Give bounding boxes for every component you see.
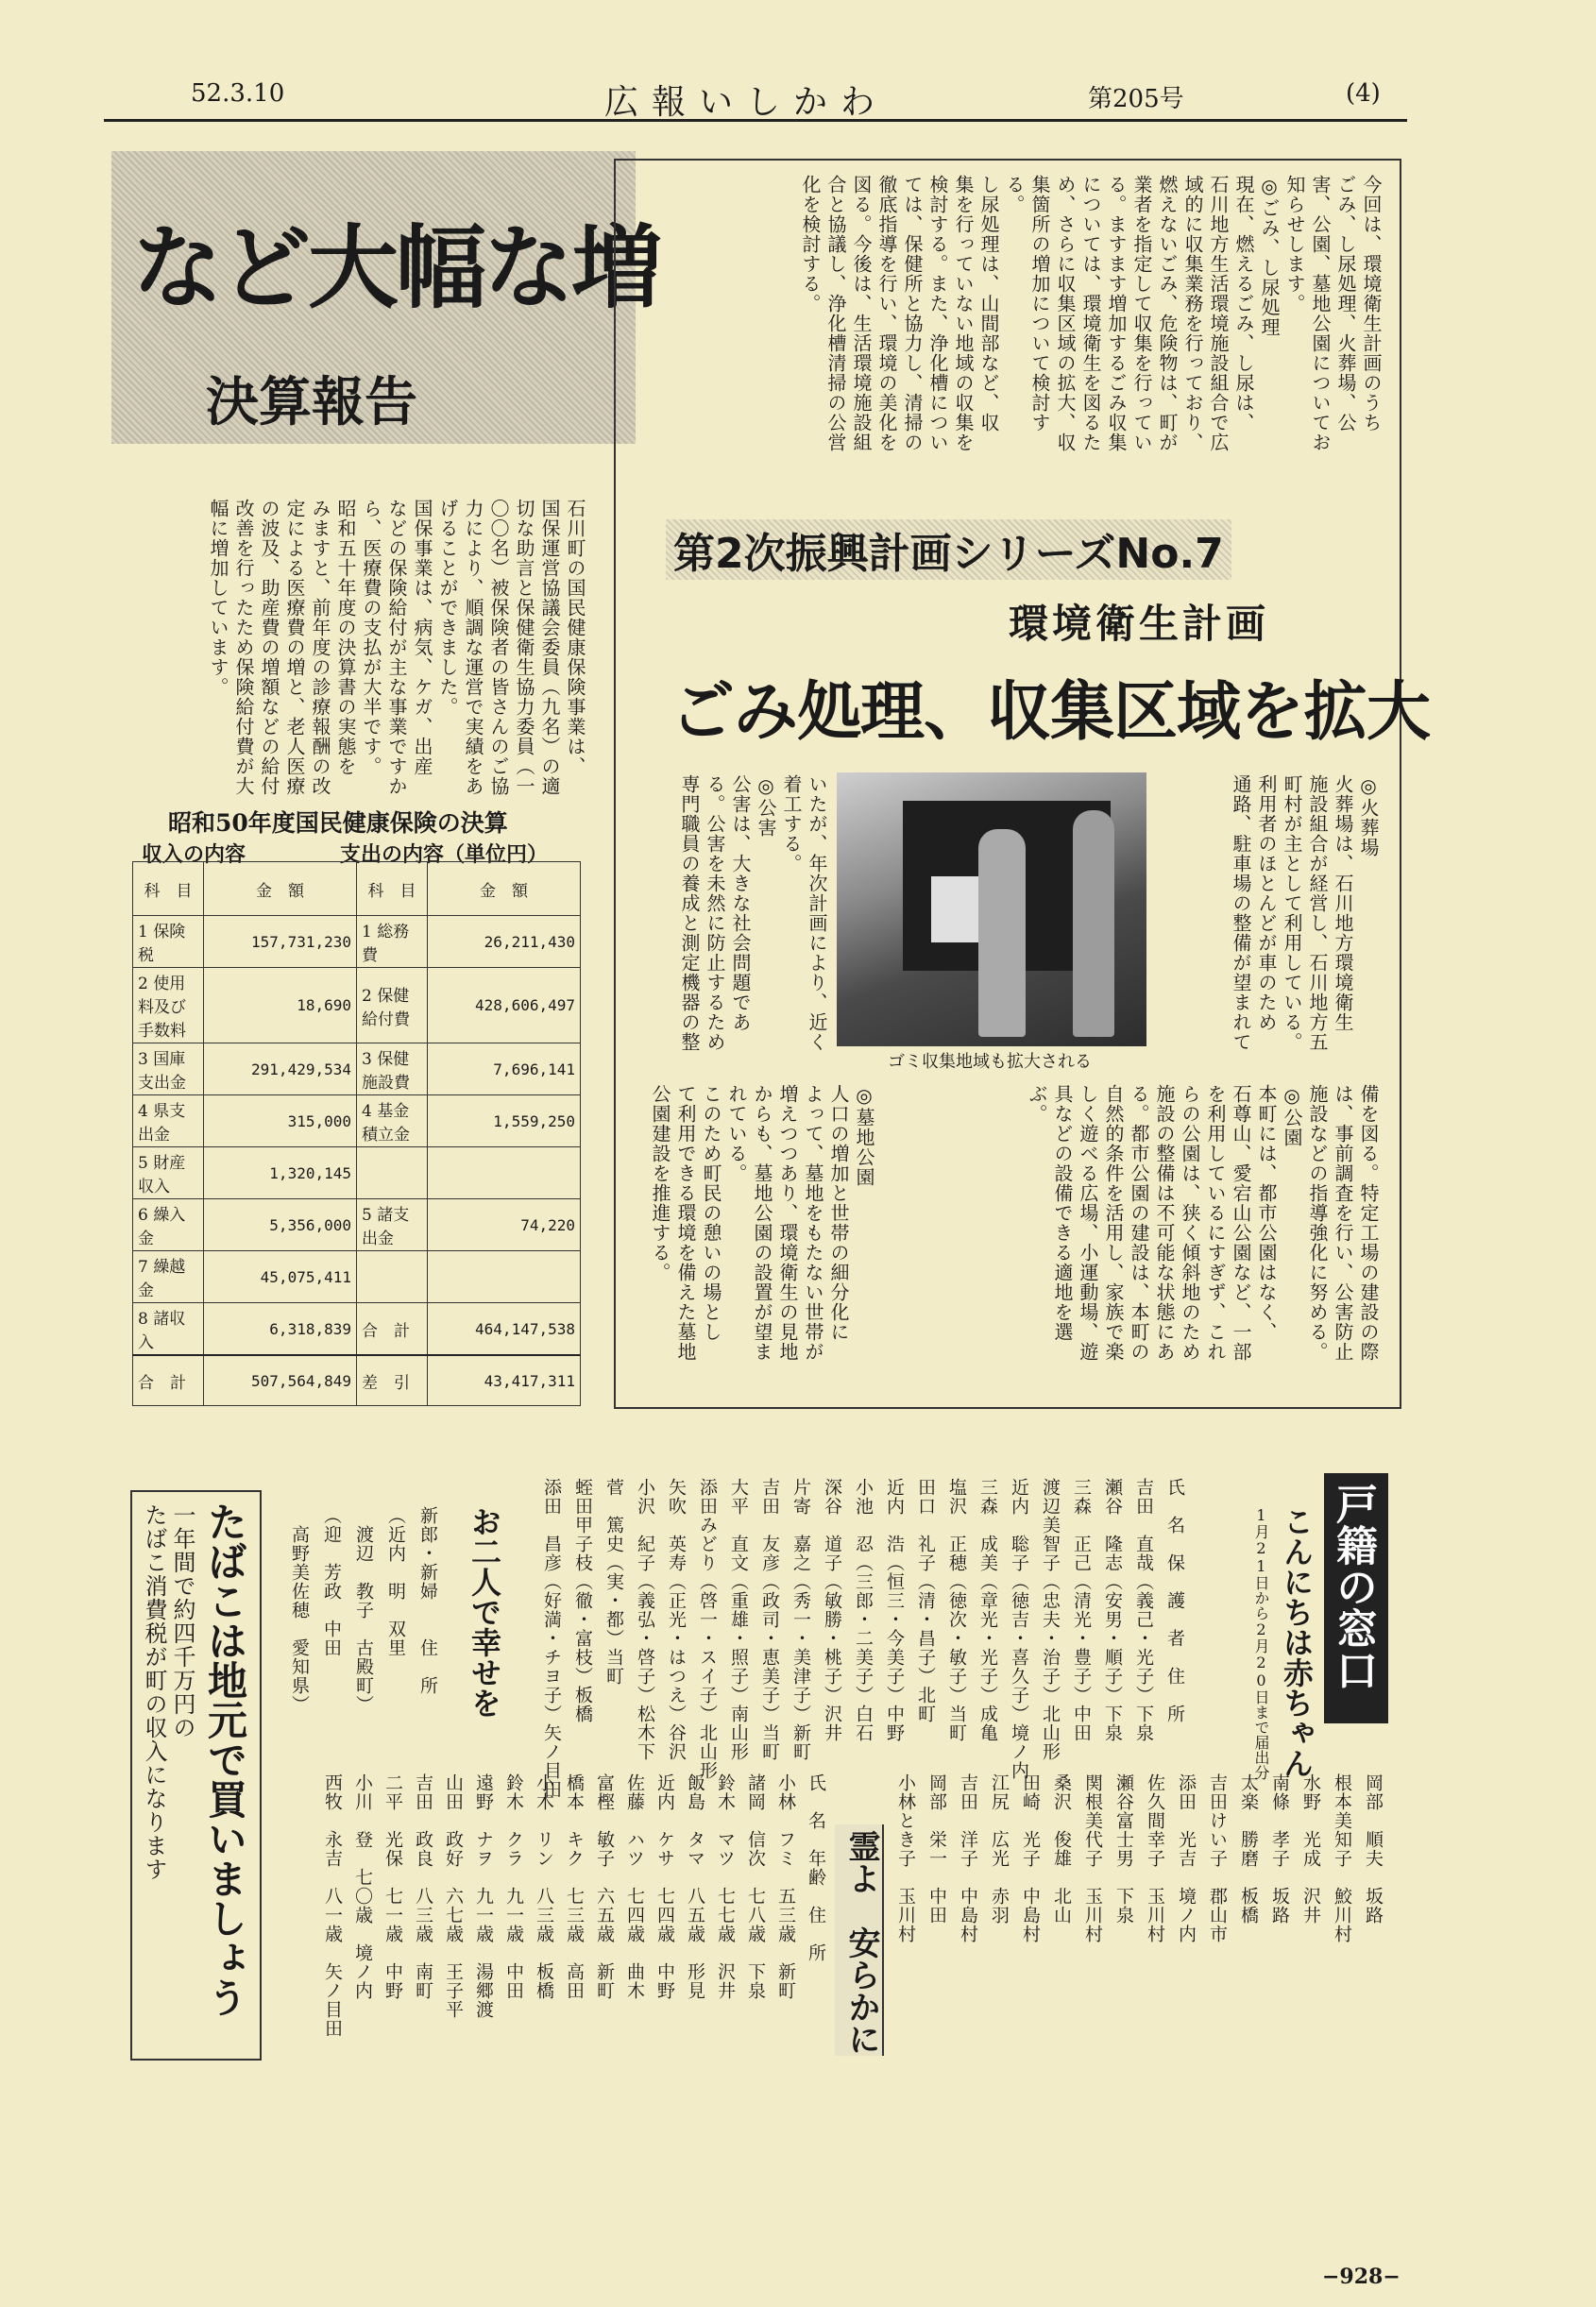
list-item: 鈴木 クラ 九一歳 中田 bbox=[503, 1773, 524, 2000]
deaths-title: 霊よ 安らかに bbox=[842, 1830, 880, 2055]
crematorium-text: ◎火葬場 火葬場は、石川地方環境衛生 施設組合が経営し、石川地方五 町村が主として利用している。 利用者のほとんどが車のため 通路、駐車場の整備が望まれて bbox=[1230, 774, 1380, 1052]
list-item: 高野美佐穂 愛知県） bbox=[289, 1506, 310, 1714]
marriage-title: お二人で幸せを bbox=[467, 1506, 502, 1718]
list-item: 吉田 洋子 中島村 bbox=[958, 1773, 978, 1943]
list-item: 添田みどり（啓一・スイ子）北山形 bbox=[697, 1478, 718, 1780]
list-item: 蛭田甲子枝（徹・富枝）板橋 bbox=[572, 1478, 593, 1723]
table-row: 7 繰越金 45,075,411 bbox=[133, 1251, 581, 1303]
env-intro: 今回は、環境衛生計画のうち ごみ、し尿処理、火葬場、公 害、公園、墓地公園についてお 知らせします。 ◎ごみ、し尿処理 現在、燃えるごみ、し尿は、 石川地方生活環境施設組合で広 域的に収集業務を行っており、 燃えないごみ、危険物は、町が 業者を指定して収集を行ってい る。ますます増加するごみ収集 については、環境衛生を図るた め、さらに収集区域の拡大、収 集箇所の増加について検討す る。 し尿処理は、山間部など、収 集を行っていない地域の収集を 検討する。また、浄化槽につい ては、保健所と協力し、清掃の 徹底指導を行い、環境の美化を 図る。今後は、生活環境施設組 合と協議し、浄化槽清掃の公営 化を検討する。 bbox=[799, 175, 1383, 452]
list-item: 三森 成美（章光・光子）成亀 bbox=[977, 1478, 998, 1742]
budget-body: 石川町の国民健康保険事業は、 国保運営協議会委員（九名）の適 切な助言と保健衛生協力委員（一 〇〇名）被保険者の皆さんのご協 力により、順調な運営で実績をあ げることができました。 国保事業は、病気、ケガ、出産 などの保険給付が主な事業ですか ら、医療費の支払が大半です。 昭和五十年度の決算書の実態を みますと、前年度の診療報酬の改 定による医療費の増と、老人医療 の波及、助産費の増額などの給付 改善を行ったため保険給付費が大 幅に増加しています。 bbox=[207, 499, 586, 796]
list-item: 瀬谷 隆志（安男・順子）下泉 bbox=[1102, 1478, 1123, 1742]
list-item: 橋本 キク 七三歳 高田 bbox=[564, 1773, 585, 2000]
deaths-list-b bbox=[888, 1773, 1388, 2078]
list-item: 佐藤 ハツ 七四歳 曲木 bbox=[624, 1773, 645, 2000]
table-row: 2 使用料及び手数料 18,690 2 保健給付費 428,606,497 bbox=[133, 968, 581, 1043]
list-item: 田口 礼子（清・昌子）北町 bbox=[915, 1478, 936, 1723]
list-item: 片寄 嘉之（秀一・美津子）新町 bbox=[790, 1478, 811, 1761]
list-item: 近内 ケサ 七四歳 中野 bbox=[654, 1773, 675, 2000]
list-item: 瀬谷富士男 下泉 bbox=[1113, 1773, 1134, 1925]
env-subtitle: 環境衛生計画 bbox=[1009, 601, 1270, 647]
table-row: 3 国庫支出金 291,429,534 3 保健施設費 7,696,141 bbox=[133, 1043, 581, 1095]
list-item: 諸岡 信次 七八歳 下泉 bbox=[745, 1773, 766, 2000]
paper-title: 広報いしかわ bbox=[604, 83, 889, 122]
list-item: 矢吹 英寿（正光・はつえ）谷沢 bbox=[666, 1478, 687, 1761]
table-row: 5 財産収入 1,320,145 bbox=[133, 1147, 581, 1199]
env-headline: ごみ処理、収集区域を拡大 bbox=[671, 675, 1431, 750]
list-item: 西牧 永吉 八一歳 矢ノ目田 bbox=[322, 1773, 343, 2038]
table-row: 6 繰入金 5,356,000 5 諸支出金 74,220 bbox=[133, 1199, 581, 1251]
deaths-list-a bbox=[274, 1773, 831, 2085]
table-row: 合 計 507,564,849 差 引 43,417,311 bbox=[133, 1355, 581, 1406]
list-item: 太楽 勝磨 板橋 bbox=[1238, 1773, 1259, 1925]
masthead bbox=[104, 76, 1407, 122]
list-item: 小川 登 七〇歳 境ノ内 bbox=[352, 1773, 373, 2000]
list-item: （迎 芳政 中田 bbox=[321, 1506, 342, 1657]
list-item: 近内 聡子（徳吉・喜久子）境ノ内 bbox=[1009, 1478, 1029, 1780]
budget-table bbox=[132, 861, 581, 1406]
series-title: 第2次振興計画シリーズNo.7 bbox=[666, 519, 1231, 580]
income-label: 収入の内容 bbox=[142, 842, 246, 867]
births-period: 1月21日から2月20日まで届出分 bbox=[1252, 1506, 1270, 1780]
page-number: −928− bbox=[1322, 2265, 1401, 2289]
list-item: 渡辺 教子 古殿町） bbox=[353, 1506, 374, 1714]
list-item: 小池 忍（三郎・二美子）白石 bbox=[853, 1478, 874, 1742]
table-row: 8 諸収入 6,318,839 合 計 464,147,538 bbox=[133, 1303, 581, 1356]
table-row: 4 県支出金 315,000 4 基金積立金 1,559,250 bbox=[133, 1095, 581, 1147]
list-item: 飯島 タマ 八五歳 形見 bbox=[685, 1773, 705, 2000]
budget-subhead: 決算報告 bbox=[206, 372, 417, 433]
list-item: 水野 光成 沢井 bbox=[1300, 1773, 1321, 1925]
list-item: 大平 直文（重雄・照子）南山形 bbox=[728, 1478, 749, 1761]
list-item: （近内 明 双里 bbox=[385, 1506, 406, 1657]
issue-date: 52.3.10 bbox=[191, 79, 285, 108]
table-header-row: 科 目 金 額 科 目 金 額 bbox=[133, 862, 581, 916]
list-item: 三森 正己（清光・豊子）中田 bbox=[1071, 1478, 1092, 1742]
list-item: 添田 昌彦（好満・チヨ子）矢ノ目田 bbox=[541, 1478, 562, 1799]
deaths-header: 氏 名 年齢 住 所 bbox=[806, 1773, 826, 1962]
list-item: 塩沢 正穂（徳次・敏子）当町 bbox=[946, 1478, 967, 1742]
list-item: 小木 リン 八三歳 板橋 bbox=[534, 1773, 554, 2000]
list-item: 吉田 直哉（義己・光子）下泉 bbox=[1133, 1478, 1154, 1742]
list-item: 吉田 政良 八三歳 南町 bbox=[413, 1773, 433, 2000]
list-item: 渡辺美智子（忠夫・治子）北山形 bbox=[1040, 1478, 1061, 1761]
list-item: 根本美知子 鮫川村 bbox=[1332, 1773, 1352, 1943]
births-title: こんにちは赤ちゃん bbox=[1279, 1506, 1315, 1778]
page-label: (4) bbox=[1346, 79, 1381, 108]
list-item: 添田 光吉 境ノ内 bbox=[1176, 1773, 1197, 1943]
list-item: 小沢 紀子（義弘・啓子）松木下 bbox=[635, 1478, 655, 1761]
list-item: 二平 光保 七一歳 中野 bbox=[382, 1773, 403, 2000]
list-item: 江尻 広光 赤羽 bbox=[989, 1773, 1010, 1925]
list-item: 富樫 敏子 六五歳 新町 bbox=[594, 1773, 615, 2000]
list-item: 関根美代子 玉川村 bbox=[1082, 1773, 1103, 1943]
table-row: 1 保険税 157,731,230 1 総務費 26,211,430 bbox=[133, 916, 581, 968]
tobacco-lines: 一年間で約四千万円の たばこ消費税が町の収入になります bbox=[141, 1503, 195, 1881]
pollution-text: いたが、年次計画により、近く 着工する。 ◎公害 公害は、大きな社会問題であ る。公害を未然に防止するため 専門職員の養成と測定機器の整 bbox=[678, 774, 828, 1052]
list-item: 吉田けい子 郡山市 bbox=[1207, 1773, 1228, 1943]
list-item: 山田 政好 六七歳 王子平 bbox=[443, 1773, 464, 2019]
marriage-header: 新郎・新婦 住 所 bbox=[417, 1506, 438, 1695]
cemetery-text: ◎墓地公園 人口の増加と世帯の細分化に よって、墓地をもたない世帯が 増えつつあり、環境衛生の見地 からも、墓地公園の設置が望ま れている。 このため町民の憩いの場とし て利用できる環境を備えた墓地 公園建設を推進する。 bbox=[649, 1084, 875, 1362]
births-header: 氏 名 保 護 者 住 所 bbox=[1164, 1478, 1185, 1723]
tobacco-title: たばこは地元で買いましょう bbox=[202, 1501, 248, 2017]
budget-headline: など大幅な増 bbox=[132, 215, 659, 321]
photo-caption: ゴミ収集地域も拡大される bbox=[888, 1052, 1092, 1072]
list-item: 岡部 順夫 坂路 bbox=[1363, 1773, 1384, 1925]
table-title: 昭和50年度国民健康保険の決算 bbox=[168, 809, 508, 837]
garbage-truck-photo bbox=[837, 772, 1146, 1046]
list-item: 菅 篤史（実・都）当町 bbox=[603, 1478, 624, 1686]
list-item: 岡部 栄一 中田 bbox=[926, 1773, 947, 1925]
list-item: 深谷 道子（敏勝・桃子）沢井 bbox=[822, 1478, 842, 1742]
expense-label: 支出の内容（単位円） bbox=[340, 842, 549, 867]
list-item: 近内 浩（恒三・今美子）中野 bbox=[884, 1478, 905, 1742]
list-item: 桑沢 俊雄 北山 bbox=[1051, 1773, 1072, 1925]
list-item: 小林とき子 玉川村 bbox=[895, 1773, 916, 1943]
list-item: 南條 孝子 坂路 bbox=[1269, 1773, 1290, 1925]
koseki-title: 戸籍の窓口 bbox=[1324, 1473, 1388, 1723]
list-item: 佐久間幸子 玉川村 bbox=[1145, 1773, 1165, 1943]
list-item: 遠野 ナヲ 九一歳 湯郷渡 bbox=[473, 1773, 494, 2019]
list-item: 田崎 光子 中島村 bbox=[1020, 1773, 1041, 1943]
park-text: 備を図る。特定工場の建設の際 は、事前調査を行い、公害防止 施設などの指導強化に努める。 ◎公園 本町には、都市公園はなく、 石尊山、愛宕山公園など、一部 を利用しているにすぎず、これ らの公園は、狭く傾斜地のため 施設の整備は不可能な状態にあ る。都市公園の建設は、本町の 自然的条件を活用し、家族で楽 しく遊べる広場、小運動場、遊 具などの設備できる適地を選 ぶ。 bbox=[1026, 1084, 1380, 1362]
list-item: 吉田 友彦（政司・恵美子）当町 bbox=[759, 1478, 780, 1761]
births-list bbox=[491, 1478, 1190, 1799]
list-item: 小林 フミ 五三歳 新町 bbox=[775, 1773, 796, 2000]
issue-number: 第205号 bbox=[1088, 85, 1184, 113]
list-item: 鈴木 マツ 七七歳 沢井 bbox=[715, 1773, 736, 2000]
marriage-list bbox=[274, 1506, 444, 1790]
